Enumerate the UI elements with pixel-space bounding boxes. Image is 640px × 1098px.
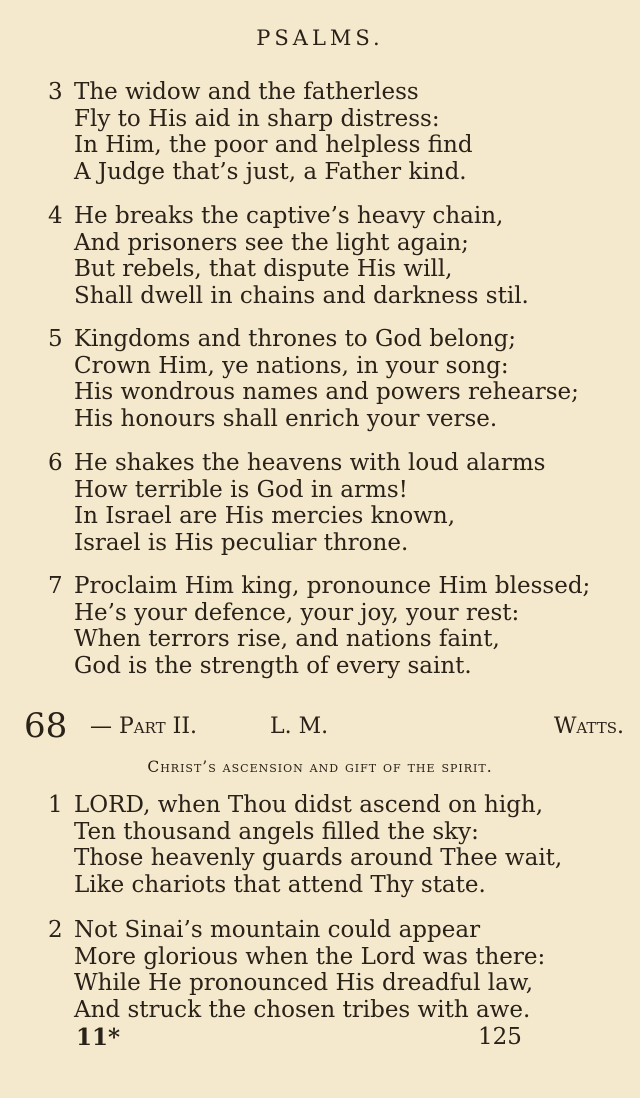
verse-line: And prisoners see the light again; [74, 229, 469, 256]
verse-4 [48, 203, 628, 309]
verse-line: In Israel are His mercies known, [74, 503, 456, 529]
verse-line: Those heavenly guards around Thee wait, [74, 845, 563, 871]
verse-number: 4 [48, 203, 63, 229]
verse-line: He’s your defence, your joy, your rest: [74, 599, 520, 626]
verse-number: 5 [48, 326, 63, 352]
verse-line: While He pronounced His dreadful law, [74, 970, 534, 996]
hymn-part: — Part II. [90, 714, 198, 739]
verse-5 [48, 326, 628, 432]
hymn-author: Watts. [553, 714, 624, 739]
verse-line: God is the strength of every saint. [74, 652, 472, 679]
verse-number: 6 [48, 450, 63, 476]
verse-line: More glorious when the Lord was there: [74, 943, 546, 970]
page-number: 125 [478, 1024, 522, 1050]
verse-line: Crown Him, ye nations, in your song: [74, 352, 509, 379]
verse-number: 2 [48, 917, 63, 943]
verse-line: Ten thousand angels filled the sky: [74, 818, 479, 845]
verse-number: 1 [48, 792, 63, 818]
verse-line: Fly to His aid in sharp distress: [74, 105, 440, 132]
verse-3 [48, 79, 628, 185]
verse-line: His wondrous names and powers rehearse; [74, 379, 579, 405]
verse-line: When terrors rise, and nations faint, [74, 626, 500, 652]
verse-line: How terrible is God in arms! [74, 476, 408, 503]
verse-line: And struck the chosen tribes with awe. [74, 996, 531, 1023]
verse-line: The widow and the fatherless [74, 79, 419, 105]
verse-line: Israel is His peculiar throne. [74, 529, 409, 556]
hymn-verse-1 [48, 792, 628, 898]
running-head: PSALMS. [256, 26, 384, 50]
verse-line: Like chariots that attend Thy state. [74, 871, 486, 898]
hymn-number: 68 [24, 706, 68, 746]
verse-line: Shall dwell in chains and darkness stil. [74, 282, 529, 309]
verse-line: LORD, when Thou didst ascend on high, [74, 792, 544, 818]
verse-line: Proclaim Him king, pronounce Him blessed; [74, 573, 591, 599]
verse-number: 3 [48, 79, 63, 105]
verse-line: He breaks the captive’s heavy chain, [74, 203, 504, 229]
hymn-meter: L. M. [270, 714, 329, 739]
verse-line: But rebels, that dispute His will, [74, 256, 453, 282]
verse-line: Kingdoms and thrones to God belong; [74, 326, 517, 352]
verse-line: His honours shall enrich your verse. [74, 405, 498, 432]
verse-line: In Him, the poor and helpless find [74, 132, 473, 158]
verse-line: A Judge that’s just, a Father kind. [74, 158, 467, 185]
verse-6 [48, 450, 628, 556]
verse-line: Not Sinai’s mountain could appear [74, 917, 481, 943]
verse-line: He shakes the heavens with loud alarms [74, 450, 546, 476]
hymn-title: Christ’s ascension and gift of the spirit. [147, 758, 493, 776]
verse-number: 7 [48, 573, 63, 599]
verse-7 [48, 573, 628, 679]
hymn-heading [24, 706, 624, 746]
hymn-verse-2 [48, 917, 628, 1023]
signature-mark: 11* [76, 1024, 121, 1051]
